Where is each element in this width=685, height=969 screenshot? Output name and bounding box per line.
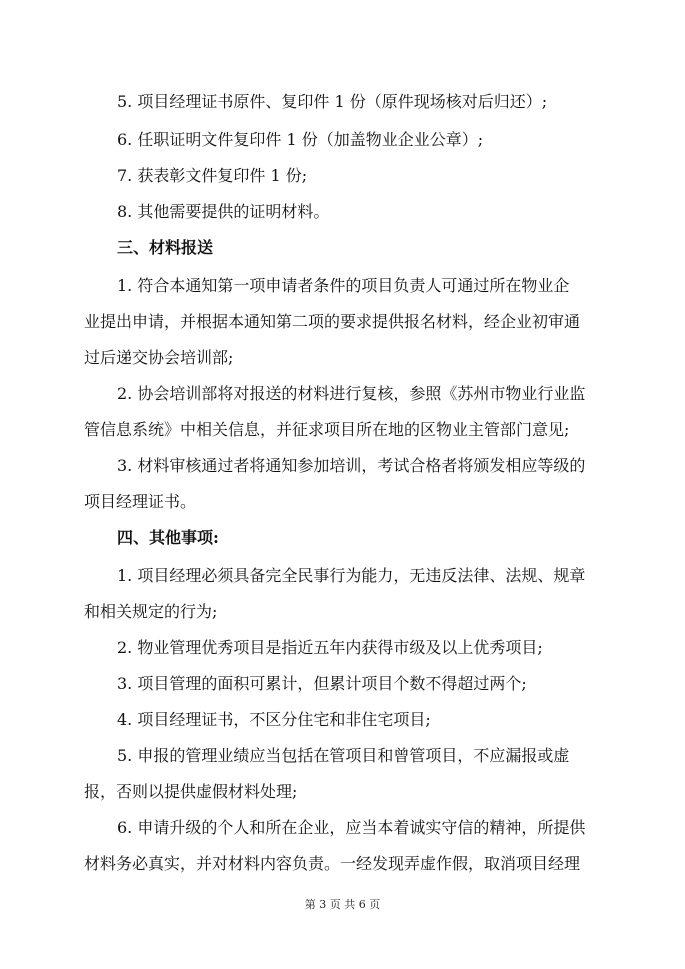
paragraph-line: 1. 项目经理必须具备完全民事行为能力，无违反法律、法规、规章 [117,566,586,585]
paragraph-line: 4. 项目经理证书，不区分住宅和非住宅项目; [117,710,431,729]
paragraph-line: 2. 协会培训部将对报送的材料进行复核，参照《苏州市物业行业监 [117,384,586,403]
line-item-8: 8. 其他需要提供的证明材料。 [117,202,330,221]
paragraph-line: 报，否则以提供虚假材料处理; [84,782,298,801]
paragraph-line: 项目经理证书。 [84,492,197,511]
paragraph-line: 和相关规定的行为; [84,602,218,621]
paragraph-line: 3. 材料审核通过者将通知参加培训，考试合格者将颁发相应等级的 [117,456,586,475]
section-heading-4: 四、其他事项: [117,528,219,547]
paragraph-line: 过后递交协会培训部; [84,348,234,367]
paragraph-line: 6. 申请升级的个人和所在企业，应当本着诚实守信的精神，所提供 [117,818,586,837]
paragraph-line: 5. 申报的管理业绩应当包括在管项目和曾管项目，不应漏报或虚 [117,746,570,765]
line-item-7: 7. 获表彰文件复印件 1 份; [117,166,308,185]
page-footer: 第 3 页 共 6 页 [304,898,381,911]
paragraph-line: 3. 项目管理的面积可累计，但累计项目个数不得超过两个; [117,674,527,693]
line-item-6: 6. 任职证明文件复印件 1 份（加盖物业企业公章）; [117,130,484,149]
line-item-5: 5. 项目经理证书原件、复印件 1 份（原件现场核对后归还）; [117,92,548,111]
paragraph-line: 材料务必真实，并对材料内容负责。一经发现弄虚作假，取消项目经理 [84,854,581,873]
paragraph-line: 1. 符合本通知第一项申请者条件的项目负责人可通过所在物业企 [117,276,570,295]
section-heading-3: 三、材料报送 [117,238,214,257]
paragraph-line: 2. 物业管理优秀项目是指近五年内获得市级及以上优秀项目; [117,638,543,657]
paragraph-line: 管信息系统》中相关信息，并征求项目所在地的区物业主管部门意见; [84,420,570,439]
paragraph-line: 业提出申请，并根据本通知第二项的要求提供报名材料，经企业初审通 [84,312,581,331]
